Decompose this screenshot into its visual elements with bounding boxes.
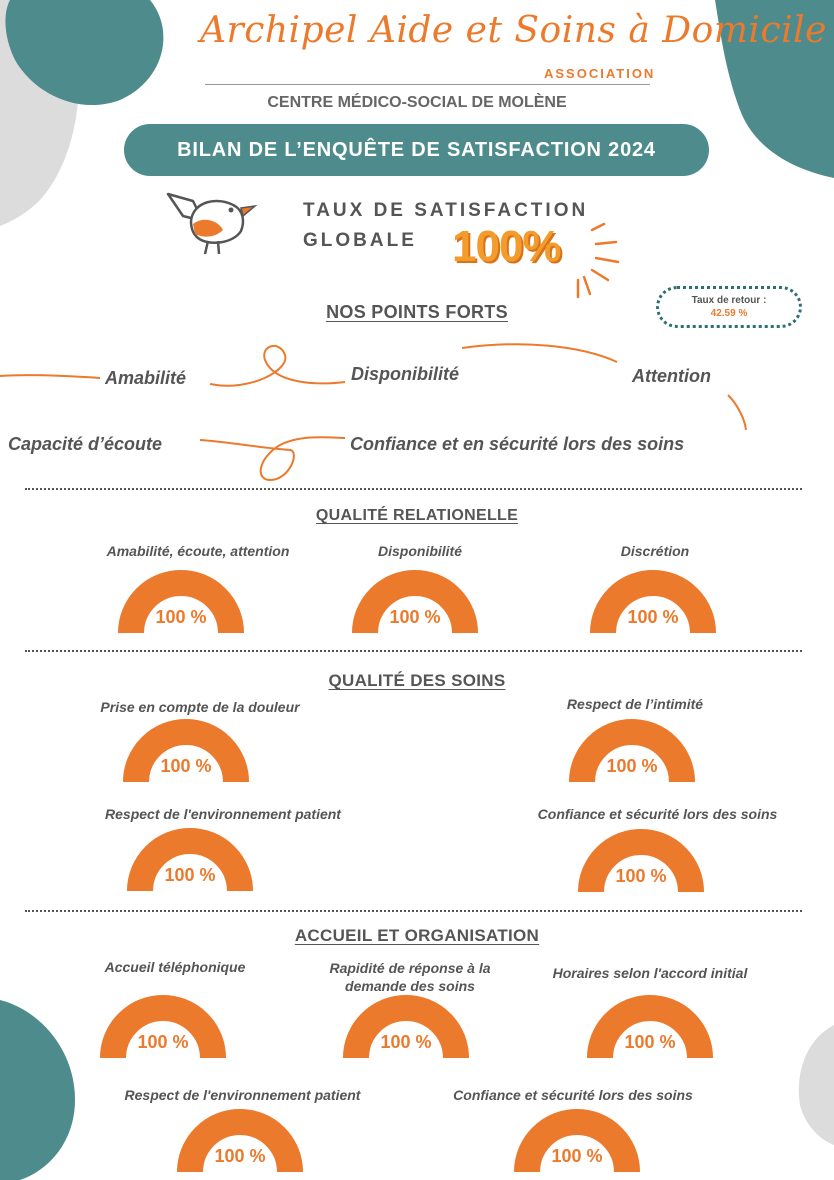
gauge-value: 100 % [164,865,216,885]
gauge [567,718,697,784]
bird-icon [163,186,263,256]
care-title: QUALITÉ DES SOINS [328,671,506,690]
gauge [98,994,228,1060]
brand-name: Archipel Aide et Soins à Domicile [200,10,827,51]
strengths-decorative-lines [0,340,834,490]
divider [25,488,802,490]
gauge-label: Accueil téléphonique [104,959,246,975]
gauge-value: 100 % [214,1146,266,1166]
strength-disponibilite: Disponibilité [351,364,459,384]
centre-name: CENTRE MÉDICO-SOCIAL DE MOLÈNE [267,94,567,111]
gauge [512,1108,642,1174]
gauge [175,1108,305,1174]
gauge-value: 100 % [160,756,212,776]
banner-title: BILAN DE L’ENQUÊTE DE SATISFACTION 2024 [124,124,709,176]
global-satisfaction-label: TAUX DE SATISFACTION GLOBALE [303,200,589,251]
strength-attention: Attention [632,366,711,386]
global-satisfaction-value: 100% [452,222,561,271]
divider [25,650,802,652]
gauge-value: 100 % [627,607,679,627]
strength-ecoute: Capacité d’écoute [8,434,163,454]
gauge-label: Respect de l’intimité [566,696,704,712]
welcome-title: ACCUEIL ET ORGANISATION [294,926,540,945]
burst-icon [574,222,624,302]
gauge [350,569,480,635]
gauge-value: 100 % [615,866,667,886]
brand-divider [205,84,650,85]
return-rate-badge: Taux de retour : 42.59 % [656,286,802,328]
divider [25,910,802,912]
gauge-label: Prise en compte de la douleur [100,699,300,715]
strength-confiance: Confiance et en sécurité lors des soins [350,434,685,454]
gauge-value: 100 % [155,607,207,627]
gauge [588,569,718,635]
gauge-label: Discrétion [620,543,690,559]
gauge-label: Respect de l'environnement patient [105,806,341,822]
gauge-value: 100 % [380,1032,432,1052]
gauge-label: Confiance et sécurité lors des soins [537,806,778,822]
brand-subtitle: ASSOCIATION [544,66,656,81]
strengths-title: NOS POINTS FORTS [326,302,508,322]
gauge-label: Confiance et sécurité lors des soins [453,1087,693,1103]
gauge-label: Rapidité de réponse à la demande des soins [329,960,491,994]
gauge-label: Disponibilité [378,543,462,559]
blob-bottom-left-teal [0,1000,80,1180]
gauge [125,827,255,893]
gauge [341,994,471,1060]
gauge-label: Horaires selon l'accord initial [552,965,748,981]
gauge-value: 100 % [389,607,441,627]
gauge-value: 100 % [606,756,658,776]
gauge [576,828,706,894]
gauge-value: 100 % [624,1032,676,1052]
gauge [585,994,715,1060]
gauge-value: 100 % [137,1032,189,1052]
strength-amabilite: Amabilité [105,368,187,388]
gauge-label: Amabilité, écoute, attention [106,543,290,559]
gauge [121,718,251,784]
gauge-label: Respect de l'environnement patient [124,1087,361,1103]
gauge [116,569,246,635]
blob-bottom-right-gray [795,1025,834,1145]
gauge-value: 100 % [551,1146,603,1166]
relational-title: QUALITÉ RELATIONELLE [315,507,519,524]
